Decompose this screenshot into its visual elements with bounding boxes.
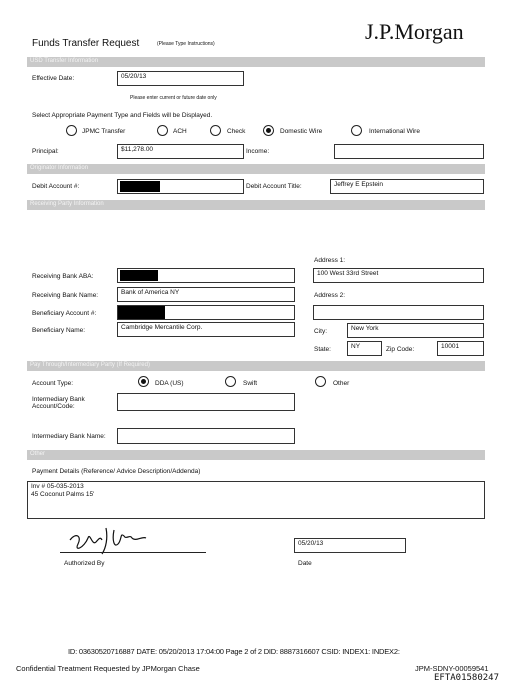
account-type-label: Account Type: bbox=[32, 380, 74, 387]
radio-dda-us[interactable] bbox=[138, 376, 149, 387]
beneficiary-name-label: Beneficiary Name: bbox=[32, 327, 86, 334]
debit-account-title-field[interactable]: Jeffrey E Epstein bbox=[330, 179, 484, 194]
city-field[interactable]: New York bbox=[347, 323, 484, 338]
pay-through-section-bar: Pay Through/Intermediary Party (If Required) bbox=[27, 361, 485, 371]
principal-label: Principal: bbox=[32, 148, 59, 155]
state-field[interactable]: NY bbox=[347, 341, 382, 356]
intermediary-account-label: Intermediary Bank Account/Code: bbox=[32, 396, 85, 410]
redaction-block bbox=[120, 270, 158, 281]
jpmorgan-logo: J.P.Morgan bbox=[365, 19, 464, 44]
payment-details-label: Payment Details (Reference/ Advice Description/Addenda) bbox=[32, 468, 201, 475]
state-label: State: bbox=[314, 346, 331, 353]
effective-date-label: Effective Date: bbox=[32, 75, 75, 82]
radio-jpmc-transfer[interactable] bbox=[66, 125, 77, 136]
radio-other[interactable] bbox=[315, 376, 326, 387]
signature-date-label: Date bbox=[298, 560, 312, 567]
radio-ach[interactable] bbox=[157, 125, 168, 136]
income-label: Income: bbox=[246, 148, 270, 155]
radio-label-dda-us: DDA (US) bbox=[155, 380, 184, 387]
radio-label-jpmc-transfer: JPMC Transfer bbox=[82, 128, 126, 135]
bates-number: JPM-SDNY-00059541 bbox=[415, 664, 489, 673]
income-field[interactable] bbox=[334, 144, 484, 159]
intermediary-bank-name-field[interactable] bbox=[117, 428, 295, 444]
radio-label-ach: ACH bbox=[173, 128, 187, 135]
authorized-by-label: Authorized By bbox=[64, 560, 105, 567]
radio-international-wire[interactable] bbox=[351, 125, 362, 136]
redaction-block bbox=[120, 181, 160, 192]
beneficiary-account-label: Beneficiary Account #: bbox=[32, 310, 97, 317]
beneficiary-account-field[interactable] bbox=[117, 305, 295, 320]
address1-label: Address 1: bbox=[314, 257, 346, 264]
radio-label-check: Check bbox=[227, 128, 246, 135]
radio-label-domestic-wire: Domestic Wire bbox=[280, 128, 323, 135]
address1-field[interactable]: 100 West 33rd Street bbox=[313, 268, 484, 283]
payment-type-prompt: Select Appropriate Payment Type and Fields will be Displayed. bbox=[32, 112, 213, 119]
originator-section-bar: Originator Information bbox=[27, 164, 485, 174]
receiving-bank-aba-label: Receiving Bank ABA: bbox=[32, 273, 94, 280]
redaction-block bbox=[117, 305, 165, 320]
zip-code-field[interactable]: 10001 bbox=[437, 341, 484, 356]
radio-label-other: Other bbox=[333, 380, 350, 387]
date-hint: Please enter current or future date only bbox=[130, 95, 217, 101]
city-label: City: bbox=[314, 328, 327, 335]
debit-account-title-label: Debit Account Title: bbox=[246, 183, 302, 190]
radio-check[interactable] bbox=[210, 125, 221, 136]
radio-domestic-wire[interactable] bbox=[263, 125, 274, 136]
efta-number: EFTA01580247 bbox=[434, 673, 500, 683]
address2-label: Address 2: bbox=[314, 292, 346, 299]
receiving-bank-aba-field[interactable] bbox=[117, 268, 295, 283]
principal-field[interactable]: $11,278.00 bbox=[117, 144, 244, 159]
instructions-note: (Please Type Instructions) bbox=[157, 41, 215, 47]
other-section-bar: Other bbox=[27, 450, 485, 460]
zip-code-label: Zip Code: bbox=[386, 346, 415, 353]
authorized-signature-line bbox=[60, 552, 206, 553]
payment-details-field[interactable]: Inv # 05-035-2013 45 Coconut Palms 15' bbox=[27, 481, 485, 519]
fax-header-line: ID: 03630520716887 DATE: 05/20/2013 17:04:00 Page 2 of 2 DID: 8887316607 CSID: INDEX1: INDEX2: bbox=[68, 647, 400, 656]
signature-date-field[interactable]: 05/20/13 bbox=[294, 538, 406, 553]
debit-account-label: Debit Account #: bbox=[32, 183, 80, 190]
radio-swift[interactable] bbox=[225, 376, 236, 387]
receiving-party-section-bar: Receiving Party Information bbox=[27, 200, 485, 210]
receiving-bank-name-field[interactable]: Bank of America NY bbox=[117, 287, 295, 302]
radio-label-swift: Swift bbox=[243, 380, 258, 387]
confidential-notice: Confidential Treatment Requested by JPMorgan Chase bbox=[16, 664, 200, 673]
radio-label-international-wire: International Wire bbox=[369, 128, 420, 135]
intermediary-account-field[interactable] bbox=[117, 393, 295, 411]
beneficiary-name-field[interactable]: Cambridge Mercantile Corp. bbox=[117, 322, 295, 337]
receiving-bank-name-label: Receiving Bank Name: bbox=[32, 292, 99, 299]
form-title: Funds Transfer Request bbox=[32, 38, 140, 49]
address2-field[interactable] bbox=[313, 305, 484, 320]
effective-date-field[interactable]: 05/20/13 bbox=[117, 71, 244, 86]
intermediary-bank-name-label: Intermediary Bank Name: bbox=[32, 433, 106, 440]
debit-account-field[interactable] bbox=[117, 179, 244, 194]
usd-transfer-section-bar: USD Transfer Information bbox=[27, 57, 485, 67]
